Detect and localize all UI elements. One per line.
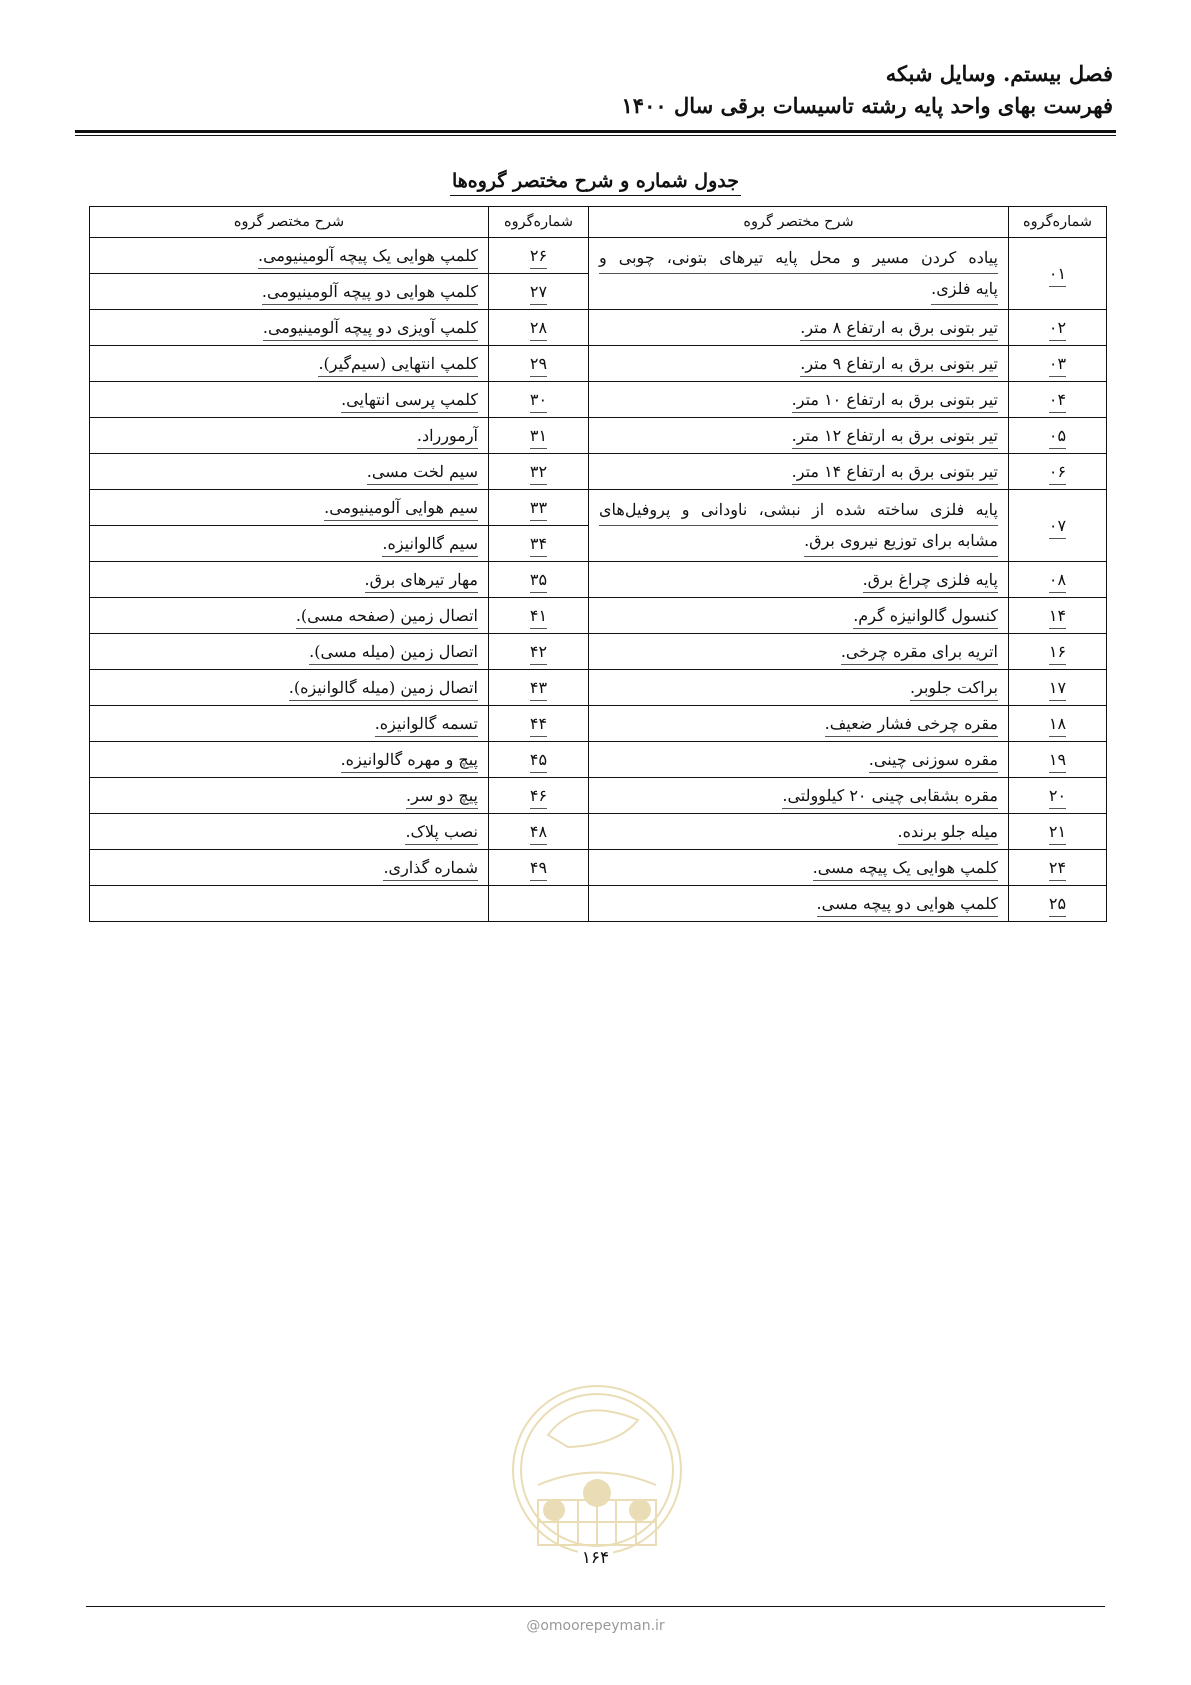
group-code: ۳۴ <box>489 526 589 562</box>
group-description: کلمپ هوایی دو پیچه مسی. <box>589 886 1009 922</box>
group-description: سیم گالوانیزه. <box>90 526 489 562</box>
empty-cell <box>90 886 489 922</box>
table-row <box>90 814 1107 850</box>
group-code: ۲۸ <box>489 310 589 346</box>
table-row <box>90 382 1107 418</box>
group-code: ۰۵ <box>1009 418 1107 454</box>
group-code: ۲۶ <box>489 238 589 274</box>
group-description: اتریه برای مقره چرخی. <box>589 634 1009 670</box>
group-description: پیچ و مهره گالوانیزه. <box>90 742 489 778</box>
group-code: ۲۷ <box>489 274 589 310</box>
group-code: ۴۵ <box>489 742 589 778</box>
group-code: ۴۹ <box>489 850 589 886</box>
table-row <box>90 778 1107 814</box>
group-code: ۴۳ <box>489 670 589 706</box>
group-description: مقره سوزنی چینی. <box>589 742 1009 778</box>
table-row <box>90 346 1107 382</box>
group-description: تیر بتونی برق به ارتفاع ۸ متر. <box>589 310 1009 346</box>
group-description: کلمپ پرسی انتهایی. <box>90 382 489 418</box>
group-description: کلمپ آویزی دو پیچه آلومینیومی. <box>90 310 489 346</box>
group-code: ۰۱ <box>1009 238 1107 310</box>
group-description: کلمپ انتهایی (سیم‌گیر). <box>90 346 489 382</box>
group-description: کلمپ هوایی دو پیچه آلومینیومی. <box>90 274 489 310</box>
group-code: ۴۱ <box>489 598 589 634</box>
group-description: سیم لخت مسی. <box>90 454 489 490</box>
group-code: ۲۵ <box>1009 886 1107 922</box>
group-code: ۳۱ <box>489 418 589 454</box>
group-code: ۲۴ <box>1009 850 1107 886</box>
group-description: مقره چرخی فشار ضعیف. <box>589 706 1009 742</box>
groups-table <box>89 206 1107 922</box>
group-code: ۳۰ <box>489 382 589 418</box>
group-description: پایه فلزی ساخته شده از نبشی، ناودانی و پروفیل‌های مشابه برای توزیع نیروی برق. <box>589 490 1009 562</box>
group-code: ۰۳ <box>1009 346 1107 382</box>
group-code: ۳۵ <box>489 562 589 598</box>
group-code: ۴۴ <box>489 706 589 742</box>
group-code: ۱۷ <box>1009 670 1107 706</box>
group-description: پیچ دو سر. <box>90 778 489 814</box>
watermark-site: @omoorepeyman.ir <box>526 1618 665 1634</box>
group-code: ۰۶ <box>1009 454 1107 490</box>
empty-cell <box>489 886 589 922</box>
group-description: کلمپ هوایی یک پیچه مسی. <box>589 850 1009 886</box>
group-code: ۰۴ <box>1009 382 1107 418</box>
group-code: ۳۲ <box>489 454 589 490</box>
table-row <box>90 238 1107 274</box>
column-header-code: شماره‌گروه <box>1009 207 1107 238</box>
group-description: تیر بتونی برق به ارتفاع ۱۰ متر. <box>589 382 1009 418</box>
table-row <box>90 454 1107 490</box>
group-code: ۴۸ <box>489 814 589 850</box>
group-description: تسمه گالوانیزه. <box>90 706 489 742</box>
table-caption <box>0 170 1191 192</box>
table-row <box>90 886 1107 922</box>
table-row <box>90 850 1107 886</box>
group-description: شماره گذاری. <box>90 850 489 886</box>
table-row <box>90 562 1107 598</box>
group-description: اتصال زمین (میله مسی). <box>90 634 489 670</box>
group-description: نصب پلاک. <box>90 814 489 850</box>
table-row <box>90 418 1107 454</box>
table-caption-text: جدول شماره و شرح مختصر گروه‌ها <box>450 170 741 196</box>
table-row <box>90 670 1107 706</box>
group-description: مهار تیرهای برق. <box>90 562 489 598</box>
group-code: ۳۳ <box>489 490 589 526</box>
group-code: ۱۶ <box>1009 634 1107 670</box>
group-description: سیم هوایی آلومینیومی. <box>90 490 489 526</box>
group-description: تیر بتونی برق به ارتفاع ۱۲ متر. <box>589 418 1009 454</box>
group-description: اتصال زمین (میله گالوانیزه). <box>90 670 489 706</box>
column-header-desc: شرح مختصر گروه <box>589 207 1009 238</box>
group-code: ۱۹ <box>1009 742 1107 778</box>
group-description: اتصال زمین (صفحه مسی). <box>90 598 489 634</box>
page-header <box>75 58 1113 122</box>
chapter-title: فصل بیستم. وسایل شبکه <box>885 61 1113 86</box>
group-description: کنسول گالوانیزه گرم. <box>589 598 1009 634</box>
group-code: ۲۱ <box>1009 814 1107 850</box>
group-description: میله جلو برنده. <box>589 814 1009 850</box>
column-header-desc: شرح مختصر گروه <box>90 207 489 238</box>
table-row <box>90 490 1107 526</box>
watermark-logo-icon <box>508 1375 686 1575</box>
group-code: ۰۲ <box>1009 310 1107 346</box>
column-header-code: شماره‌گروه <box>489 207 589 238</box>
group-description: تیر بتونی برق به ارتفاع ۹ متر. <box>589 346 1009 382</box>
table-row <box>90 742 1107 778</box>
group-code: ۲۰ <box>1009 778 1107 814</box>
footer-rule <box>86 1606 1105 1607</box>
group-description: پیاده کردن مسیر و محل پایه تیرهای بتونی، چوبی و پایه فلزی. <box>589 238 1009 310</box>
group-code: ۰۸ <box>1009 562 1107 598</box>
table-row <box>90 634 1107 670</box>
group-code: ۴۲ <box>489 634 589 670</box>
group-description: براکت جلوبر. <box>589 670 1009 706</box>
document-title: فهرست بهای واحد پایه رشته تاسیسات برقی سال ۱۴۰۰ <box>621 93 1113 118</box>
group-code: ۲۹ <box>489 346 589 382</box>
group-description: پایه فلزی چراغ برق. <box>589 562 1009 598</box>
group-code: ۴۶ <box>489 778 589 814</box>
page-number: ۱۶۴ <box>0 1548 1191 1568</box>
header-rule-thin <box>75 135 1116 136</box>
group-description: کلمپ هوایی یک پیچه آلومینیومی. <box>90 238 489 274</box>
group-code: ۱۸ <box>1009 706 1107 742</box>
header-rule-thick <box>75 130 1116 133</box>
group-description: تیر بتونی برق به ارتفاع ۱۴ متر. <box>589 454 1009 490</box>
table-row <box>90 706 1107 742</box>
group-description: آرمورراد. <box>90 418 489 454</box>
group-code: ۱۴ <box>1009 598 1107 634</box>
table-row <box>90 598 1107 634</box>
group-code: ۰۷ <box>1009 490 1107 562</box>
table-header-row <box>90 207 1107 238</box>
table-row <box>90 310 1107 346</box>
group-description: مقره بشقابی چینی ۲۰ کیلوولتی. <box>589 778 1009 814</box>
